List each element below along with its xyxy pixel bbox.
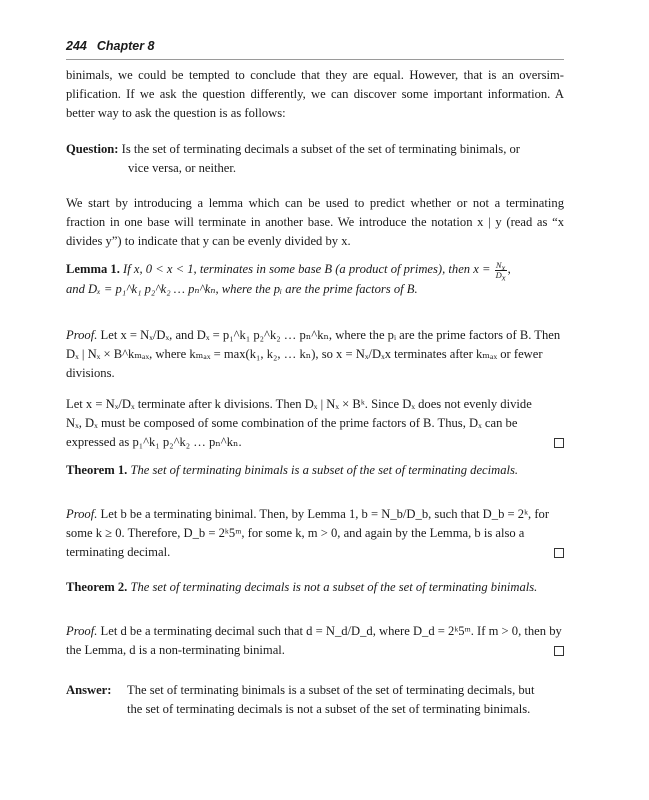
proof-3-line-1: Let d be a terminating decimal such that d = N_d/D_d, where D_d = 2ᵏ5ᵐ. If m > 0, then by	[100, 624, 562, 638]
lemma-intro-line-2: fraction in one base will terminate in another base. We introduce the notation x | y (read as “x	[66, 215, 564, 229]
proof-2-label: Proof.	[66, 507, 98, 521]
proof-2-line-1: Let b be a terminating binimal. Then, by Lemma 1, b = N_b/D_b, such that D_b = 2ᵏ, for	[100, 507, 550, 521]
intro-line-1: binimals, we could be tempted to conclude that they are equal. However, that is an oversim-	[66, 68, 564, 82]
lemma-1-label: Lemma 1.	[66, 262, 120, 276]
lemma-intro-paragraph	[66, 194, 564, 251]
proof-1-p2-line-3: expressed as p₁^k₁ p₂^k₂ … pₙ^kₙ.	[66, 435, 242, 449]
qed-square-icon	[554, 646, 564, 656]
theorem-1-statement: The set of terminating binimals is a subset of the set of terminating decimals.	[130, 463, 519, 477]
proof-3-label: Proof.	[66, 624, 98, 638]
proof-1-label: Proof.	[66, 328, 98, 342]
theorem-1	[66, 461, 564, 480]
proof-1-line-1	[66, 326, 564, 345]
qed-square-icon	[554, 438, 564, 448]
proof-1-line-2: Dₓ | Nₓ × B^kₘₐₓ, where kₘₐₓ = max(k₁, k₂, … kₙ), so x = Nₓ/Dₓx terminates after kₘₐₓ or fewer	[66, 347, 543, 361]
proof-1-p2-line-1: Let x = Nₓ/Dₓ terminate after k divisions. Then Dₓ | Nₓ × Bᵏ. Since Dₓ does not evenly divide	[66, 397, 532, 411]
proof-1-line-3: divisions.	[66, 366, 115, 380]
lemma-1-fraction: $\frac{N_x}{D_x}$	[495, 259, 506, 283]
proof-1-p2-line-2: Nₓ, Dₓ must be composed of some combination of the prime factors of B. Thus, Dₓ can be	[66, 416, 518, 430]
proof-3-line-2: the Lemma, d is a non-terminating binimal.	[66, 643, 285, 657]
proof-theorem-1	[66, 505, 564, 562]
question-line-1: Is the set of terminating decimals a subset of the set of terminating binimals, or	[121, 142, 520, 156]
answer-label: Answer:	[66, 683, 112, 697]
intro-paragraph	[66, 66, 564, 123]
answer-line-1: The set of terminating binimals is a subset of the set of terminating decimals, but	[127, 683, 535, 697]
answer-block	[66, 681, 564, 719]
page-number: 244	[66, 39, 87, 53]
question-line-2: vice versa, or neither.	[128, 161, 237, 175]
running-header	[66, 37, 564, 60]
proof-2-line-2: some k ≥ 0. Therefore, D_b = 2ᵏ5ᵐ, for some k, m > 0, and again by the Lemma, b is also a	[66, 526, 525, 540]
lemma-intro-line-3: divides y”) to indicate that y can be evenly divided by x.	[66, 234, 351, 248]
theorem-1-label: Theorem 1.	[66, 463, 128, 477]
intro-line-2: plification. If we ask the question differently, we can discover some important information. A	[66, 87, 564, 101]
question-block	[66, 140, 564, 178]
lemma-intro-line-1: We start by introducing a lemma which can be used to predict whether or not a terminating	[66, 196, 564, 210]
theorem-2-label: Theorem 2.	[66, 580, 128, 594]
proof-theorem-2	[66, 622, 564, 660]
question-label: Question:	[66, 142, 119, 156]
qed-square-icon	[554, 548, 564, 558]
theorem-2-statement: The set of terminating decimals is not a subset of the set of terminating binimals.	[130, 580, 538, 594]
theorem-2	[66, 578, 564, 597]
chapter-title: Chapter 8	[96, 39, 155, 53]
proof-2-line-3: terminating decimal.	[66, 545, 171, 559]
proof-lemma-1	[66, 326, 564, 452]
intro-line-3: better way to ask the question is as follows:	[66, 106, 286, 120]
lemma-1: Lemma 1. If x, 0 < x < 1, terminates in some base B (a product of primes), then x = $\frac{N_x}{D_x}$ , and Dₓ = p₁^k₁ p₂^k₂ … pₙ^kₙ, where the pᵢ are the prime factors of B.	[66, 260, 564, 299]
answer-line-2: the set of terminating decimals is not a subset of the set of terminating binimals.	[127, 702, 531, 716]
lemma-1-line-2: and Dₓ = p₁^k₁ p₂^k₂ … pₙ^kₙ, where the pᵢ are the prime factors of B.	[66, 281, 418, 296]
lemma-1-line-1: If x, 0 < x < 1, terminates in some base B (a product of primes), then x =	[123, 262, 491, 276]
proof-1-line-1-text: Let x = Nₓ/Dₓ, and Dₓ = p₁^k₁ p₂^k₂ … pₙ^kₙ, where the pᵢ are the prime factors of B. Then	[100, 328, 561, 342]
